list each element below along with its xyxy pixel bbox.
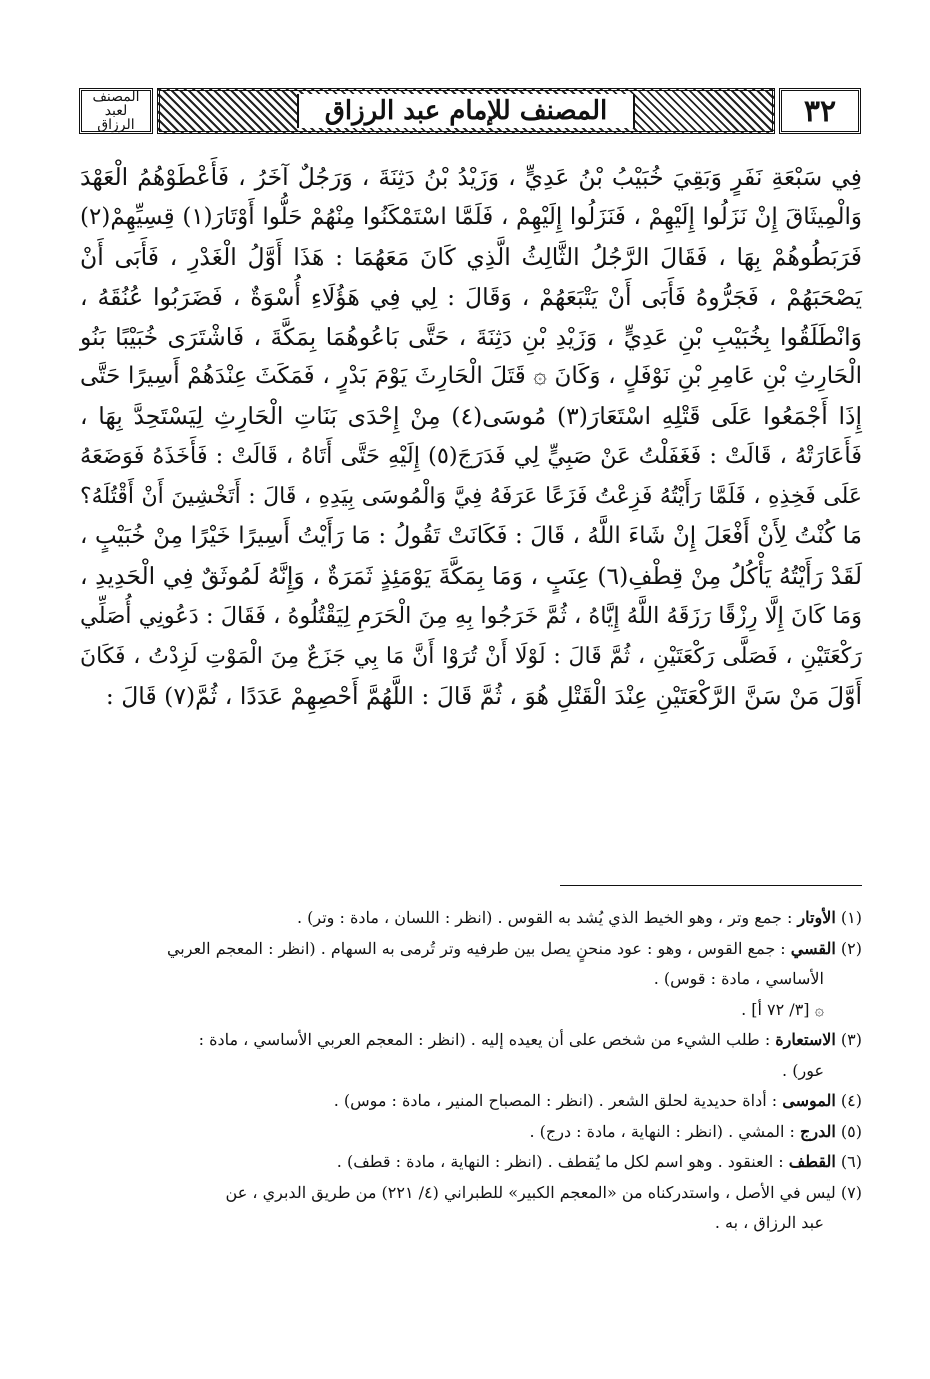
text-line: الْحَارِثِ بْنِ عَامِرِ بْنِ نَوْفَلٍ ، وَكَانَ ۞ قَتَلَ الْحَارِثَ يَوْمَ بَدْرٍ ، فَمَكَثَ عِنْدَهُمْ أَسِيرًا حَتَّى	[80, 363, 862, 390]
badge-line-1: المصنف	[92, 89, 140, 105]
footnote	[80, 1178, 862, 1209]
text-line: فَأَعَارَتْهُ ، قَالَتْ : فَغَفَلْتُ عَنْ صَبِيٍّ لِي فَدَرَجَ(٥) إِلَيْهِ حَتَّى أَتَاهُ ، قَالَتْ : فَأَخَذَهُ فَوَضَعَهُ	[80, 443, 862, 470]
text-line: وَمَا كَانَ إِلَّا رِزْقًا رَزَقَهُ اللَّهُ إِيَّاهُ ، ثُمَّ خَرَجُوا بِهِ مِنَ الْحَرَمِ لِيَقْتُلُوهُ ، فَقَالَ : دَعُونِي أُصَلِّي	[80, 602, 862, 629]
footnote-number: (١)	[840, 908, 862, 927]
footnote-term: القسي	[790, 938, 836, 958]
footnote-number: (٥)	[840, 1121, 862, 1141]
footnote-term: الاستعارة	[775, 1030, 836, 1049]
text-line: يَصْحَبَهُمْ ، فَجَرُّوهُ فَأَبَى أَنْ يَتْبَعَهُمْ ، وَقَالَ : لِي فِي هَؤُلَاءِ أُسْوَةٌ ، فَضَرَبُوا عُنُقَهُ ،	[80, 282, 862, 311]
text-line: وَانْطَلَقُوا بِخُبَيْبِ بْنِ عَدِيٍّ ، وَزَيْدِ بْنِ دَثِنَةَ ، حَتَّى بَاعُوهُمَا بِمَكَّةَ ، فَاشْتَرَى خُبَيْبًا بَنُو	[80, 322, 862, 351]
footnote-term: الموسى	[782, 1091, 836, 1110]
page-number: ٣٢	[779, 88, 861, 134]
footnote-continuation: عور) .	[782, 1060, 824, 1080]
running-title: المصنف للإمام عبد الرزاق	[297, 94, 635, 128]
footnote-term: القطف	[788, 1152, 836, 1171]
footnote-continuation: عبد الرزاق ، به .	[714, 1213, 824, 1232]
publisher-badge	[79, 88, 153, 134]
page-header	[79, 88, 861, 134]
footnote-text: : أداة حديدية لحلق الشعر . (انظر : المصباح المنير ، مادة : موس) .	[333, 1091, 778, 1110]
footnote-number: (٦)	[840, 1152, 862, 1171]
text-line: لَقَدْ رَأَيْتُهُ يَأْكُلُ مِنْ قِطْفِ(٦) عِنَبٍ ، وَمَا بِمَكَّةَ يَوْمَئِذٍ ثَمَرَةٌ ، وَإِنَّهُ لَمُوثَقٌ فِي الْحَدِيدِ ،	[80, 561, 862, 590]
text-line: إِذَا أَجْمَعُوا عَلَى قَتْلِهِ اسْتَعَارَ(٣) مُوسَى(٤) مِنْ إِحْدَى بَنَاتِ الْحَارِثِ لِيَسْتَحِدَّ بِهَا ،	[80, 402, 863, 431]
footnote-number: (٧)	[840, 1182, 862, 1202]
footnote-text: ليس في الأصل ، واستدركناه من «المعجم الكبير» للطبراني (٤/ ٢٢١) من طريق الدبري ، عن	[225, 1182, 836, 1202]
text-line: رَكْعَتَيْنِ ، فَصَلَّى رَكْعَتَيْنِ ، ثُمَّ قَالَ : لَوْلَا أَنْ تُرَوْا أَنَّ مَا بِي جَزَعٌ مِنَ الْمَوْتِ لَزِدْتُ ، فَكَانَ	[80, 643, 862, 669]
text-line: وَالْمِيثَاقَ إِنْ نَزَلُوا إِلَيْهِمْ ، فَنَزَلُوا إِلَيْهِمْ ، فَلَمَّا اسْتَمْكَنُوا مِنْهُمْ حَلُّوا أَوْتَارَ(١) قِسِيِّهِمْ(٢)	[80, 203, 862, 230]
main-text-body	[80, 158, 862, 716]
badge-line-2: لعبد الرزاق	[97, 103, 135, 133]
footnotes	[80, 903, 862, 1239]
footnote-text: : العنقود . وهو اسم لكل ما يُقطف . (انظر : النهاية ، مادة : قطف) .	[336, 1152, 784, 1171]
text-line: مَا كُنْتُ لِأَنْ أَفْعَلَ إِنْ شَاءَ اللَّهُ ، قَالَ : فَكَانَتْ تَقُولُ : مَا رَأَيْتُ أَسِيرًا خَيْرًا مِنْ خُبَيْبٍ ،	[80, 523, 862, 550]
footnote-term: الدرج	[800, 1121, 836, 1141]
footnote-number: (٣)	[840, 1030, 862, 1049]
footnote-separator	[560, 885, 862, 886]
text-line: فَرَبَطُوهُمْ بِهَا ، فَقَالَ الرَّجُلُ الثَّالِثُ الَّذِي كَانَ مَعَهُمَا : هَذَا أَوَّلُ الْغَدْرِ ، فَأَبَى أَنْ	[80, 242, 862, 271]
text-line: فِي سَبْعَةِ نَفَرٍ وَبَقِيَ خُبَيْبُ بْنُ عَدِيٍّ ، وَزَيْدُ بْنُ دَثِنَةَ ، وَرَجُلٌ آخَرُ ، فَأَعْطَوْهُمُ الْعَهْدَ	[80, 163, 862, 191]
footnote-number: (٤)	[840, 1091, 862, 1110]
text-line: عَلَى فَخِذِهِ ، فَلَمَّا رَأَيْتُهُ فَزِعْتُ فَزَعًا عَرَفَهُ فِيَّ وَالْمُوسَى بِيَدِهِ ، قَالَ : أَتَخْشِينَ أَنْ أَقْتُلَهُ؟	[80, 484, 862, 510]
title-band	[157, 88, 775, 134]
footnote	[80, 934, 862, 965]
footnote-continuation: ۞ [٣/ ٧٢ أ] .	[741, 999, 824, 1019]
text-line: أَوَّلَ مَنْ سَنَّ الرَّكْعَتَيْنِ عِنْدَ الْقَتْلِ هُوَ ، ثُمَّ قَالَ : اللَّهُمَّ أَحْصِهِمْ عَدَدًا ، ثُمَّ(٧) قَالَ :	[105, 681, 862, 710]
footnote-term: الأوتار	[797, 908, 836, 927]
footnote-text: : جمع وتر ، وهو الخيط الذي يُشد به القوس . (انظر : اللسان ، مادة : وتر) .	[296, 908, 793, 927]
footnote-continuation: الأساسي ، مادة : قوس) .	[653, 969, 824, 988]
footnote-number: (٢)	[840, 938, 862, 958]
footnote-text: : المشي . (انظر : النهاية ، مادة : درج) .	[529, 1121, 795, 1141]
footnote	[80, 903, 862, 934]
footnote-text: : جمع القوس ، وهو : عود منحنٍ يصل بين طرفيه وتر تُرمى به السهام . (انظر : المعجم العربي	[166, 938, 786, 958]
footnote	[80, 1147, 862, 1178]
footnote	[80, 1025, 862, 1056]
footnote-text: : طلب الشيء من شخص على أن يعيده إليه . (انظر : المعجم العربي الأساسي ، مادة :	[198, 1030, 771, 1049]
footnote	[80, 1117, 862, 1148]
footnote	[80, 1086, 862, 1117]
